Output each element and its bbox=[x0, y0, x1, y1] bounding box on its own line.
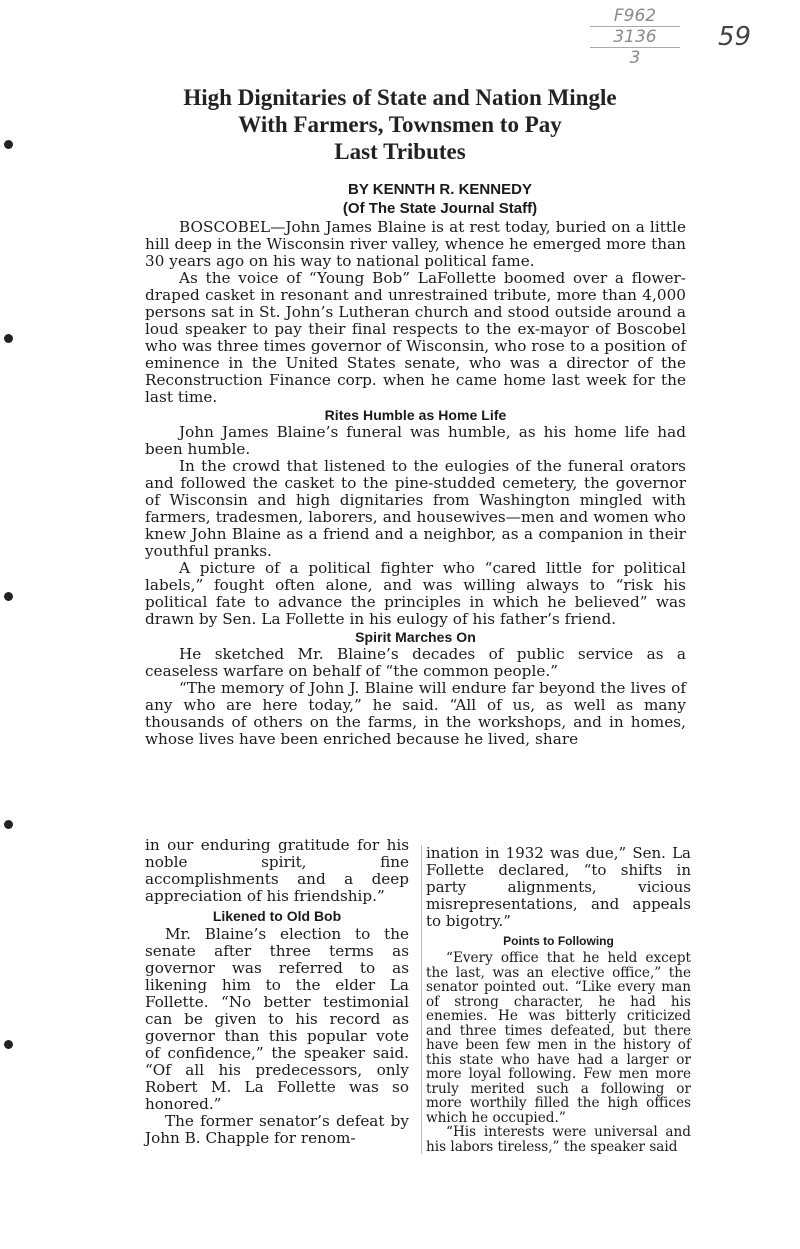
punch-hole bbox=[4, 820, 13, 829]
article-paragraph: Mr. Blaine’s election to the senate after three terms as governor was referred to as likening him to the elder La Follette. “No better testimonial can be given to his record as governor than this popular vote of confidence,” the speaker said. “Of all his predecessors, only Robert M. La Follette was so honored.” bbox=[145, 925, 409, 1113]
punch-hole bbox=[4, 1040, 13, 1049]
subheading: Spirit Marches On bbox=[355, 629, 476, 645]
punch-hole bbox=[4, 334, 13, 343]
article-paragraph: John James Blaine’s funeral was humble, as his home life had been humble. bbox=[145, 423, 686, 458]
subheading: Likened to Old Bob bbox=[212, 908, 342, 924]
byline-author: BY KENNTH R. KENNEDY bbox=[348, 181, 532, 198]
article-paragraph: ination in 1932 was due,” Sen. La Follette declared, “to shifts in party alignments, vicious misrepresentations, and appeals to bigotry.” bbox=[426, 844, 691, 930]
headline-line1: High Dignitaries of State and Nation Mingle bbox=[183, 85, 617, 110]
punch-hole bbox=[4, 592, 13, 601]
subheading: Points to Following bbox=[503, 934, 614, 948]
headline bbox=[100, 84, 700, 165]
article-paragraph: “The memory of John J. Blaine will endure far beyond the lives of any who are here today,” he said. “All of us, as well as many thousands of others on the farms, in the workshops, and in homes, whose lives have been enriched because he lived, share bbox=[145, 679, 686, 748]
byline bbox=[180, 180, 700, 218]
article-body bbox=[145, 219, 686, 748]
headline-line3: Last Tributes bbox=[334, 139, 466, 164]
page-number: 59 bbox=[718, 22, 752, 52]
archive-reference-line1: F962 bbox=[590, 6, 680, 27]
punch-hole bbox=[4, 140, 13, 149]
headline-line2: With Farmers, Townsmen to Pay bbox=[238, 112, 562, 137]
byline-affiliation: (Of The State Journal Staff) bbox=[342, 200, 538, 217]
right-column bbox=[421, 845, 691, 1154]
archive-reference-note bbox=[590, 6, 680, 68]
article-paragraph: The former senator’s defeat by John B. Chapple for renom- bbox=[145, 1112, 409, 1147]
subheading: Rites Humble as Home Life bbox=[324, 407, 507, 423]
article-paragraph: A picture of a political fighter who “cared little for political labels,” fought often alone, and was willing always to “risk his political fate to advance the principles in which he believed” was drawn by Sen. La Follette in his eulogy of his father’s friend. bbox=[145, 559, 686, 628]
article-paragraph: As the voice of “Young Bob” LaFollette boomed over a flower-draped casket in resonant and unrestrained tribute, more than 4,000 persons sat in St. John’s Lutheran church and stood outside around a loud speaker to pay their final respects to the ex-mayor of Boscobel who was three times governor of Wisconsin, who rose to a position of eminence in the United States senate, who was a director of the Reconstruction Finance corp. when he came home last week for the last time. bbox=[145, 269, 686, 406]
left-column bbox=[145, 837, 409, 1147]
article-paragraph: “Every office that he held except the last, was an elective office,” the senator pointed out. “Like every man of strong character, he had his enemies. He was bitterly criticized and three times defeated, but there have been few men in the history of this state who have had a larger or more loyal following. Few men more truly merited such a following or more worthily filled the high offices which he occupied.” bbox=[426, 950, 691, 1126]
article-paragraph: In the crowd that listened to the eulogies of the funeral orators and followed the casket to the pine-studded cemetery, the governor of Wisconsin and high dignitaries from Washington mingled with farmers, tradesmen, laborers, and housewives—men and women who knew John Blaine as a friend and a neighbor, as a companion in their youthful pranks. bbox=[145, 457, 686, 560]
article-paragraph: “His interests were universal and his labors tireless,” the speaker said bbox=[426, 1124, 691, 1155]
archive-reference-line3: 3 bbox=[629, 48, 641, 68]
archive-reference-line2: 3136 bbox=[590, 27, 680, 48]
article-paragraph: in our enduring gratitude for his noble spirit, fine accomplishments and a deep appreciation of his friendship.” bbox=[145, 836, 409, 905]
article-paragraph: BOSCOBEL—John James Blaine is at rest today, buried on a little hill deep in the Wisconsin river valley, whence he emerged more than 30 years ago on his way to national political fame. bbox=[145, 218, 686, 270]
article-paragraph: He sketched Mr. Blaine’s decades of public service as a ceaseless warfare on behalf of “the common people.” bbox=[145, 645, 686, 680]
